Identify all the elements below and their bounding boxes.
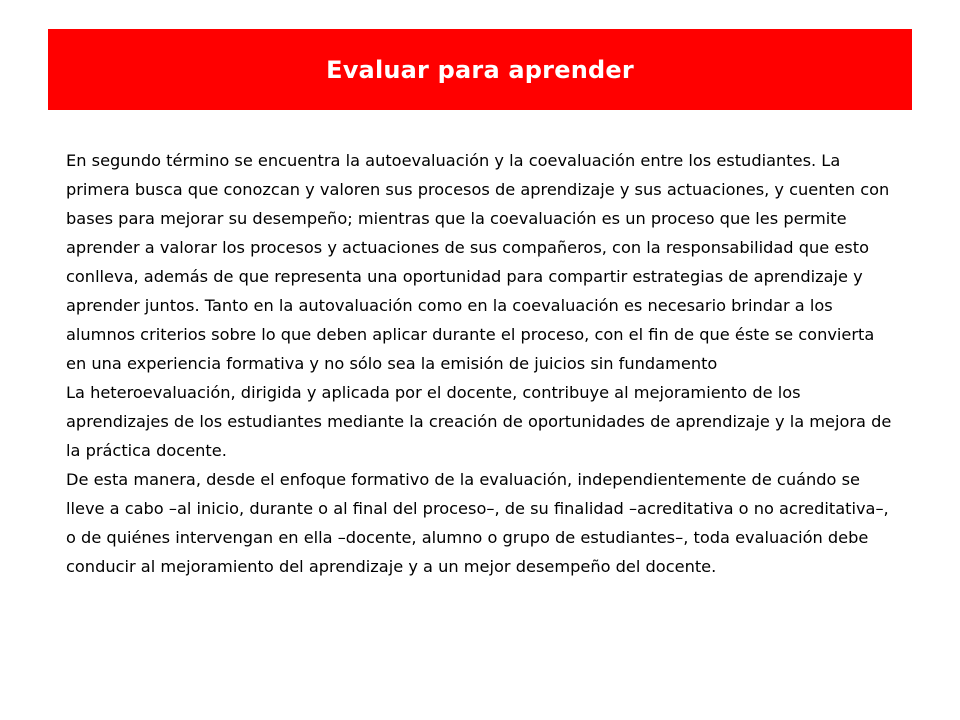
slide-title: Evaluar para aprender [326,55,634,84]
paragraph-autoevaluacion: En segundo término se encuentra la autoevaluación y la coevaluación entre los estudiantes. La primera busca que conozcan y valoren sus procesos de aprendizaje y sus actuaciones, y cuenten con bases para mejorar su desempeño; mientras que la coevaluación es un proceso que les permite aprender a valorar los procesos y actuaciones de sus compañeros, con la responsabilidad que esto conlleva, además de que representa una oportunidad para compartir estrategias de aprendizaje y aprender juntos. Tanto en la autovaluación como en la coevaluación es necesario brindar a los alumnos criterios sobre lo que deben aplicar durante el proceso, con el fin de que éste se convierta en una experiencia formativa y no sólo sea la emisión de juicios sin fundamento [66,151,890,373]
paragraph-heteroevaluacion: La heteroevaluación, dirigida y aplicada por el docente, contribuye al mejoramiento de los aprendizajes de los estudiantes mediante la creación de oportunidades de aprendizaje y la mejora de la práctica docente. [66,383,892,460]
paragraph-enfoque-formativo: De esta manera, desde el enfoque formativo de la evaluación, independientemente de cuándo se lleve a cabo –al inicio, durante o al final del proceso–, de su finalidad –acreditativa o no acreditativa–, o de quiénes intervengan en ella –docente, alumno o grupo de estudiantes–, toda evaluación debe conducir al mejoramiento del aprendizaje y a un mejor desempeño del docente. [66,470,889,576]
title-bar [48,29,912,110]
slide-body [66,146,896,581]
